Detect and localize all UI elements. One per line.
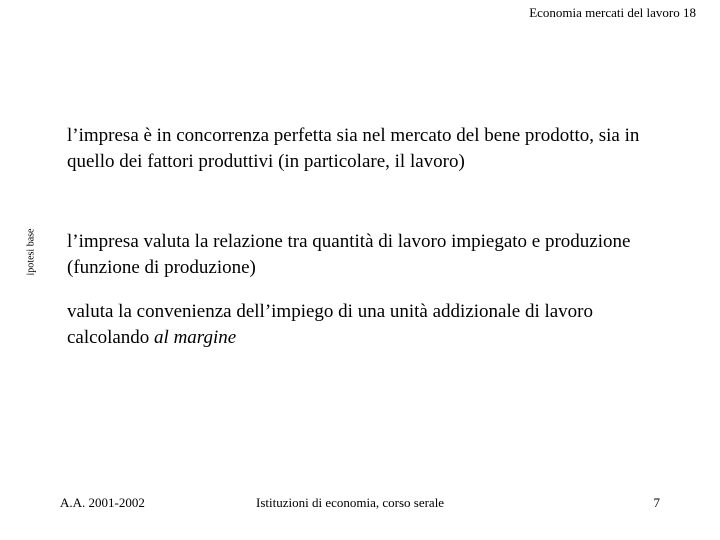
header-number: 18 xyxy=(683,5,696,20)
paragraph-text: valuta la convenienza dell’impiego di una unità addizionale di lavoro calcolando xyxy=(67,301,594,348)
paragraph-text: l’impresa è in concorrenza perfetta sia nel mercato del bene prodotto, sia in quello dei fattori produttivi (in particolare, il lavoro) xyxy=(67,125,640,172)
slide-header xyxy=(529,5,696,21)
footer-page-number: 7 xyxy=(653,495,660,510)
paragraph-text: l’impresa valuta la relazione tra quantità di lavoro impiegato e produzione (funzione di produzione) xyxy=(67,231,631,278)
header-title: Economia mercati del lavoro xyxy=(529,5,680,20)
footer-academic-year: A.A. 2001-2002 xyxy=(60,495,145,510)
paragraph-emphasis: al margine xyxy=(154,327,237,348)
paragraph-funzione-produzione xyxy=(67,229,677,281)
footer-course-name: Istituzioni di economia, corso serale xyxy=(256,495,445,510)
vertical-side-label: ipotesi base xyxy=(25,228,37,276)
paragraph-margine xyxy=(67,299,677,351)
paragraph-concorrenza xyxy=(67,123,677,175)
